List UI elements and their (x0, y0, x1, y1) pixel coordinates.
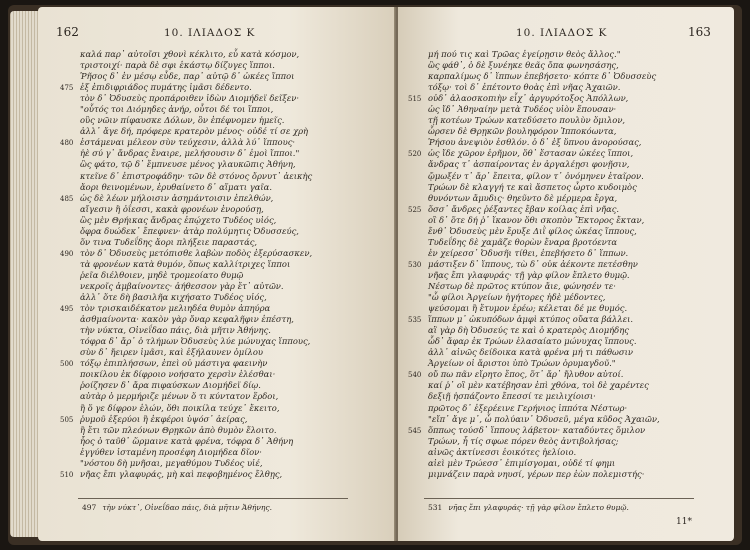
verse-text: τόξῳ· τοὶ δ᾽ ἐπέτοντο θοὰς ἐπὶ νῆας Ἀχαιῶν. (428, 82, 621, 93)
verse-line (408, 424, 660, 436)
verse-line (80, 60, 312, 71)
verse-line (80, 104, 312, 115)
verse-text: Τρώων, ἦ τίς σφωε πόρεν θεὸς ἀντιβολήσας; (428, 435, 619, 446)
verse-text: αἳ γὰρ δὴ Ὀδυσεύς τε καὶ ὁ κρατερὸς Διομήδης (428, 325, 629, 336)
verse-line (428, 447, 660, 458)
verse-text: αἰεὶ μὲν Τρώεσσ᾽ ἐπιμίσγομαι, οὐδέ τί φημι (428, 457, 616, 468)
verse-text: τόξῳ ἐπιπλήσσων, ἐπεὶ οὐ μάστιγα φαεινὴν (80, 358, 268, 369)
verse-text: ὅππως τούσδ᾽ ἵππους λάβετον· καταδύντες ὅμιλον (428, 424, 646, 435)
footnote-rule-right (424, 498, 694, 499)
verse-text: τῇ κοτέων Τρώων κατεδύσετο πουλὺν ὅμιλον, (428, 115, 626, 126)
verse-text: "εἴπ᾽ ἄγε μ᾽, ὦ πολύαιν᾽ Ὀδυσεῦ, μέγα κῦδος Ἀχαιῶν, (428, 413, 660, 424)
verse-text: ὧδ᾽ ἄφαρ ἐκ Τρώων ἐλασαίατο μώνυχας ἵππους. (428, 336, 637, 347)
page-number-left: 162 (56, 25, 79, 39)
verse-line (80, 325, 312, 336)
verse-line (80, 259, 312, 270)
verse-text: τὸν δ᾽ Ὀδυσεὺς μετόπισθε λαβὼν ποδὸς ἐξερύσασκεν, (80, 247, 313, 258)
verse-text: ψεύσομαι ἢ ἔτυμον ἐρέω; κέλεται δέ με θυμός. (428, 303, 628, 314)
verse-line (80, 115, 312, 126)
footnote-right (428, 503, 629, 512)
verse-text: ὅν τινα Τυδεΐδης ἄορι πλήξειε παραστάς, (80, 236, 258, 247)
verse-text: ἐγγύθεν ἱσταμένη προσέφη Διομήδεα δῖον· (80, 446, 262, 457)
line-number: 515 (408, 95, 422, 104)
line-number: 535 (408, 316, 422, 325)
verse-text: ποικίλου ἐκ δίφροιο νοήσατο χερσὶν ἑλέσθαι· (80, 369, 276, 380)
verse-text: ἧος ὁ ταῦθ᾽ ὥρμαινε κατὰ φρένα, τόφρα δ᾽ Ἀθήνη (80, 435, 294, 446)
verse-text: νῆας ἔπι γλαφυράς· τῇ γὰρ φίλον ἔπλετο θυμῷ. (428, 269, 630, 280)
verse-line (80, 71, 312, 82)
verse-text: νῆας ἔπι γλαφυράς, μὴ καὶ πεφοβημένος ἔλθῃς, (80, 468, 283, 479)
verse-line (80, 425, 312, 436)
verse-text: ὅσσ᾽ ἄνδρες ῥέξαντες ἔβαν κοίλας ἐπὶ νῆας. (428, 203, 620, 214)
verse-line (428, 436, 660, 447)
verse-text: θυνόντων ἄμυδις· θηεῦντο δὲ μέρμερα ἔργα, (428, 192, 618, 203)
line-number: 490 (60, 249, 74, 258)
running-header-left: 10. ΙΛΙΑΔΟΣ Κ (164, 27, 256, 39)
line-number: 530 (408, 260, 422, 269)
line-number: 540 (408, 371, 422, 380)
verse-text: ἄνδρας τ᾽ ἀσπαίροντας ἐν ἀργαλέῃσι φονῇσιν, (428, 159, 630, 170)
verse-line (428, 380, 660, 391)
verse-line (408, 148, 660, 159)
verse-text: τὰ φρονέων κατὰ θυμόν, ὅπως καλλίτριχες ἵπποι (80, 258, 291, 269)
verse-line (80, 270, 312, 281)
verse-line (60, 303, 312, 314)
verse-line (428, 414, 660, 425)
verse-line (428, 82, 660, 93)
verse-line (428, 358, 660, 369)
verse-line (428, 171, 660, 182)
verse-text: ὣς φάτο, τῷ δ᾽ ἔμπνευσε μένος γλαυκῶπις Ἀθήνη, (80, 159, 296, 170)
verse-line (80, 93, 312, 104)
verse-text: ὡς ἴδ᾽ Ἀθηναίην μετὰ Τυδέος υἱὸν ἕπουσαν· (428, 104, 617, 115)
open-book (8, 5, 742, 545)
verse-text: ὣς φάθ᾽, ὁ δὲ ξυνέηκε θεᾶς ὄπα φωνησάσης, (428, 60, 619, 71)
verse-text: ἠὲ σύ γ᾽ ἄνδρας ἔναιρε, μελήσουσιν δ᾽ ἐμοὶ ἵπποι." (80, 148, 300, 159)
verse-text: δεξιῇ ἠσπάζοντο ἔπεσσί τε μειλιχίοισι· (428, 391, 596, 402)
verse-line (428, 137, 660, 148)
verse-text: ὄφρα δυώδεκ᾽ ἔπεφνεν· ἀτὰρ πολύμητις Ὀδυσσεύς, (80, 225, 299, 236)
verse-text: ᾤμωξέν τ᾽ ἄρ᾽ ἔπειτα, φίλον τ᾽ ὀνόμηνεν ἑταῖρον. (428, 170, 644, 181)
verse-line (80, 369, 312, 380)
page-edges (10, 11, 38, 537)
verse-line (80, 292, 312, 303)
footnote-rule-left (78, 498, 348, 499)
footnote-text: νῆας ἔπι γλαφυράς· τῇ γὰρ φίλον ἔπλετο θυμῷ. (448, 503, 629, 512)
signature-mark: 11* (676, 517, 692, 527)
verse-text: μάστιξεν δ᾽ ἵππους, τὼ δ᾽ οὐκ ἀέκοντε πετέσθην (428, 258, 638, 269)
left-text-block (60, 49, 313, 480)
verse-line (428, 126, 660, 137)
line-number: 495 (60, 305, 74, 314)
verse-text: αἰνῶς ἀκτίνεσσι ἐοικότες ἠελίοιο. (428, 446, 577, 457)
verse-line (80, 447, 312, 458)
verse-line (428, 182, 660, 193)
verse-line (408, 203, 660, 215)
line-number: 500 (60, 360, 74, 369)
verse-line (80, 281, 312, 292)
verse-text: ἑστάμεναι μέλεον σὺν τεύχεσιν, ἀλλὰ λύ᾽ ἵππους· (80, 137, 296, 148)
verse-line (408, 93, 660, 104)
verse-line (408, 314, 660, 325)
verse-line (428, 60, 660, 71)
verse-line (428, 469, 660, 480)
verse-text: ῥεῖα διέλθοιεν, μηδὲ τρομεοίατο θυμῷ (80, 269, 244, 280)
verse-text: τὸν δ᾽ Ὀδυσεὺς προπάροιθεν ἰδὼν Διομήδεϊ δεῖξεν· (80, 93, 300, 104)
verse-text: ἐξ ἐπιδιφριάδος πυμάτης ἱμᾶσι δέδεντο. (80, 82, 252, 93)
verse-line (80, 237, 312, 248)
verse-line (428, 281, 660, 292)
line-number: 510 (60, 470, 74, 479)
line-number: 520 (408, 150, 422, 159)
footnote-left (82, 503, 272, 512)
verse-text: ἀλλ᾽ ἄγε δή, πρόφερε κρατερὸν μένος· οὐδέ τί σε χρὴ (80, 126, 309, 137)
verse-line (80, 148, 312, 159)
running-header-right: 10. ΙΛΙΑΔΟΣ Κ (516, 27, 608, 39)
verse-text: αὐτὰρ ὁ μερμήριζε μένων ὅ τι κύντατον ἕρδοι, (80, 391, 279, 402)
verse-line (80, 215, 312, 226)
line-number: 480 (60, 139, 74, 148)
verse-line (80, 126, 312, 137)
verse-line (428, 115, 660, 126)
verse-text: αἴγεσιν ἢ ὀΐεσσι, κακὰ φρονέων ἐνορούσῃ, (80, 203, 264, 214)
verse-line (80, 458, 312, 469)
left-page (38, 7, 396, 541)
footnote-line-number: 531 (428, 503, 443, 512)
verse-text: καλά παρ᾽ αὐτοῖσι χθονὶ κέκλιτο, εὖ κατὰ κόσμον, (80, 49, 300, 59)
verse-text: ἀσθμαίνοντα· κακὸν γὰρ ὄναρ κεφαλῆφιν ἐπέστη, (80, 314, 294, 325)
verse-line (80, 347, 312, 358)
verse-line (80, 226, 312, 237)
verse-text: οἳ δ᾽ ὅτε δή ῥ᾽ ἵκανον ὅθι σκοπὸν Ἕκτορος ἔκταν, (428, 214, 645, 225)
verse-text: νεκροῖς ἀμβαίνοντες· ἀήθεσσον γὰρ ἔτ᾽ αὐτῶν. (80, 280, 284, 291)
verse-line (60, 137, 312, 148)
verse-line (428, 403, 660, 414)
line-number: 545 (408, 426, 422, 435)
line-number: 505 (60, 415, 74, 424)
verse-text: ὣς μὲν Θρήικας ἄνδρας ἐπῴχετο Τυδέος υἱός, (80, 214, 277, 225)
verse-line (428, 292, 660, 303)
verse-text: τριστοιχί· παρὰ δὲ σφι ἑκάστῳ δίζυγες ἵπποι. (80, 60, 275, 71)
verse-line (428, 248, 660, 259)
verse-text: ἔνθ᾽ Ὀδυσεὺς μὲν ἔρυξε Διῒ φίλος ὠκέας ἵππους, (428, 225, 637, 236)
verse-text: Ἀργείων οἱ ἄριστοι ὑπὸ Τρώων ὀρυμαγδοῦ." (428, 358, 616, 369)
verse-text: τὴν νύκτα, Οἰνεΐδαο πάις, διὰ μῆτιν Ἀθήνης. (80, 325, 271, 336)
page-number-right: 163 (688, 25, 711, 39)
verse-line (80, 380, 312, 391)
verse-line (80, 336, 312, 347)
verse-text: Τυδεΐδης δὲ χαμᾶζε θορὼν ἔναρα βροτόεντα (428, 236, 618, 247)
verse-line (428, 193, 660, 204)
line-number: 475 (60, 84, 74, 93)
verse-line (80, 391, 312, 402)
verse-text: ῥυμοῦ ἐξερύοι ἢ ἐκφέροι ὑψόσ᾽ ἀείρας, (80, 413, 248, 424)
verse-text: "ὦ φίλοι Ἀργείων ἡγήτορες ἠδὲ μέδοντες, (428, 292, 606, 303)
verse-text: κτεῖνε δ᾽ ἐπιστροφάδην· τῶν δὲ στόνος ὄρνυτ᾽ ἀεικὴς (80, 170, 313, 181)
verse-line (428, 49, 660, 60)
right-page (398, 7, 734, 541)
verse-line (428, 226, 660, 237)
verse-text: οὐδ᾽ ἀλαοσκοπιὴν εἶχ᾽ ἀργυρότοξος Ἀπόλλων, (428, 93, 629, 104)
verse-line (80, 436, 312, 447)
verse-line (80, 159, 312, 170)
verse-text: ἢ ἔτι τῶν πλεόνων Θρῃκῶν ἀπὸ θυμὸν ἕλοιτο. (80, 424, 277, 435)
footnote-text: τὴν νύκτ᾽, Οἰνεΐδαο πάις, διὰ μῆτιν Ἀθήνης. (102, 503, 272, 512)
verse-text: "νόστου δὴ μνῆσαι, μεγαθύμου Τυδέος υἱέ, (80, 457, 263, 468)
verse-text: Ῥῆσος δ᾽ ἐν μέσῳ εὗδε, παρ᾽ αὐτῷ δ᾽ ὠκέες ἵπποι (80, 71, 295, 82)
verse-line (428, 159, 660, 170)
verse-line (428, 391, 660, 402)
verse-text: Τρώων δὲ κλαγγή τε καὶ ἄσπετος ὦρτο κυδοιμὸς (428, 181, 637, 192)
verse-text: ὡς ἴδε χῶρον ἐρῆμον, ὅθ᾽ ἕστασαν ὠκέες ἵπποι, (428, 148, 634, 159)
verse-text: ἢ ὅ γε δίφρον ἑλών, ὅθι ποικίλα τεύχε᾽ ἔκειτο, (80, 402, 280, 413)
verse-text: ἀλλ᾽ αἰνῶς δείδοικα κατὰ φρένα μή τι πάθωσιν (428, 347, 633, 358)
verse-text: "οὗτός τοι Διόμηδες ἀνήρ, οὗτοι δέ τοι ἵπποι, (80, 104, 274, 115)
verse-line (60, 247, 313, 259)
verse-line (60, 192, 312, 204)
line-number: 485 (60, 194, 74, 203)
verse-line (428, 303, 660, 314)
verse-text: Νέστωρ δὲ πρῶτος κτύπον ἄιε, φώνησέν τε· (428, 280, 616, 291)
verse-line (60, 358, 312, 369)
verse-text: ἐν χείρεσσ᾽ Ὀδυσῆι τίθει, ἐπεβήσετο δ᾽ ἵππων. (428, 247, 629, 258)
line-number: 525 (408, 205, 422, 214)
verse-line (428, 237, 660, 248)
verse-text: καί ῥ᾽ οἳ μὲν κατέβησαν ἐπὶ χθόνα, τοὶ δὲ χαρέντες (428, 380, 649, 391)
verse-text: σὺν δ᾽ ἤειρεν ἱμᾶσι, καὶ ἐξήλαυνεν ὁμίλου (80, 347, 263, 358)
verse-text: οὔ πω πᾶν εἴρητο ἔπος, ὅτ᾽ ἄρ᾽ ἤλυθον αὐτοί. (428, 369, 624, 380)
verse-text: Ῥήσου ἀνεψιὸν ἐσθλόν. ὁ δ᾽ ἐξ ὕπνου ἀνορούσας, (428, 137, 642, 148)
verse-line (60, 413, 312, 425)
verse-line (408, 369, 660, 380)
verse-line (80, 182, 312, 193)
verse-line (80, 403, 312, 414)
verse-text: ὦρσεν δὲ Θρῃκῶν βουληφόρον Ἱπποκόωντα, (428, 126, 617, 137)
verse-text: ἀλλ᾽ ὅτε δὴ βασιλῆα κιχήσατο Τυδέος υἱός, (80, 292, 267, 303)
verse-text: μή πού τις καὶ Τρῶας ἐγείρῃσιν θεὸς ἄλλος." (428, 49, 621, 59)
verse-line (80, 171, 312, 182)
verse-line (428, 215, 660, 226)
verse-text: ἄορι θεινομένων, ἐρυθαίνετο δ᾽ αἵματι γαῖα. (80, 181, 272, 192)
verse-line (428, 336, 660, 347)
verse-text: ὡς δὲ λέων μήλοισιν ἀσημάντοισιν ἐπελθών, (80, 192, 274, 203)
verse-line (80, 49, 312, 60)
right-text-block (408, 49, 660, 480)
verse-text: ῥοίζησεν δ᾽ ἄρα πιφαύσκων Διομήδεϊ δίῳ. (80, 380, 261, 391)
verse-text: καρπαλίμως δ᾽ ἵππων ἐπεβήσετο· κόπτε δ᾽ Ὀδυσσεὺς (428, 71, 657, 82)
verse-line (408, 258, 660, 270)
verse-text: τὸν τρισκαιδέκατον μελιηδέα θυμὸν ἀπηύρα (80, 303, 271, 314)
verse-line (428, 347, 660, 358)
verse-line (80, 314, 312, 325)
footnote-line-number: 497 (82, 503, 97, 512)
verse-line (60, 82, 312, 93)
verse-line (80, 204, 312, 215)
verse-line (428, 104, 660, 115)
verse-line (428, 325, 660, 336)
verse-line (60, 468, 312, 480)
verse-text: τόφρα δ᾽ ἄρ᾽ ὁ τλήμων Ὀδυσεὺς λύε μώνυχας ἵππους, (80, 336, 311, 347)
verse-line (428, 458, 660, 469)
verse-line (428, 71, 660, 82)
verse-text: πρῶτος δ᾽ ἐξερέεινε Γερήνιος ἱππότα Νέστωρ· (428, 402, 628, 413)
verse-text: μιμνάζειν παρὰ νηυσί, γέρων περ ἐὼν πολεμιστής· (428, 468, 645, 479)
verse-text: ἵππων μ᾽ ὠκυπόδων ἀμφὶ κτύπος οὔατα βάλλει. (428, 314, 634, 325)
verse-text: οὓς νῶιν πίφαυσκε Δόλων, ὃν ἐπέφνομεν ἡμεῖς. (80, 115, 285, 126)
verse-line (428, 270, 660, 281)
